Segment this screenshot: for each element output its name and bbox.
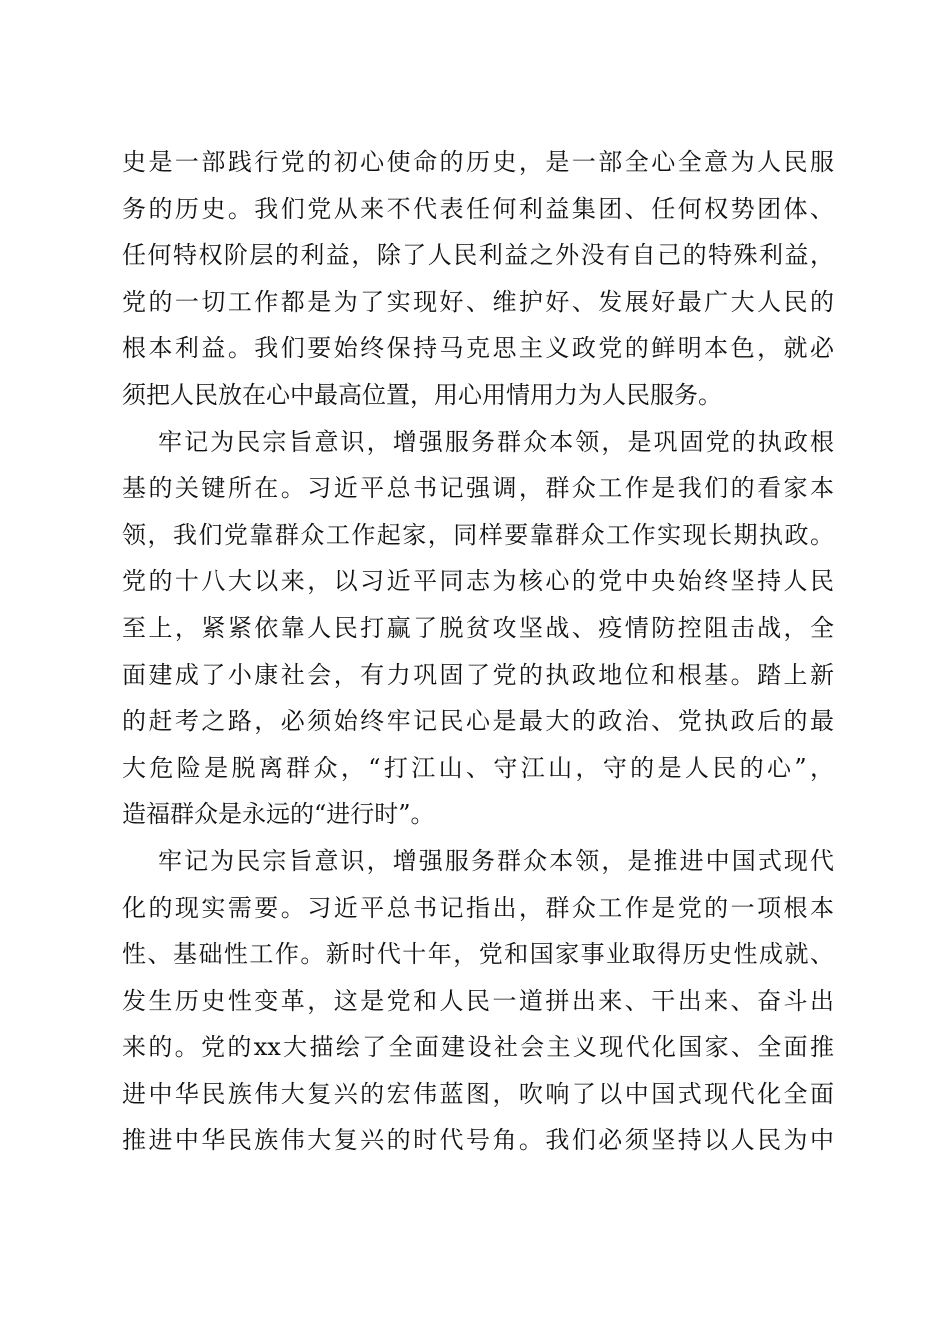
text-line: 化的现实需要。习近平总书记指出，群众工作是党的一项根本: [122, 893, 834, 922]
paragraph-first-line: 牢记为民宗旨意识，增强服务群众本领，是推进中国式现代: [158, 846, 834, 875]
text-line: 面建成了小康社会，有力巩固了党的执政地位和根基。踏上新: [122, 660, 834, 689]
text-line: 基的关键所在。习近平总书记强调，群众工作是我们的看家本: [122, 474, 834, 503]
text-line: 大危险是脱离群众，“打江山、守江山，守的是人民的心”，: [122, 753, 834, 782]
text-line: 任何特权阶层的利益，除了人民利益之外没有自己的特殊利益，: [122, 241, 834, 270]
text-line: 史是一部践行党的初心使命的历史，是一部全心全意为人民服: [122, 148, 834, 176]
paragraph-first-line: 牢记为民宗旨意识，增强服务群众本领，是巩固党的执政根: [158, 427, 834, 456]
text-line: 的赶考之路，必须始终牢记民心是最大的政治、党执政后的最: [122, 707, 834, 736]
text-line: 党的一切工作都是为了实现好、维护好、发展好最广大人民的: [122, 287, 834, 316]
text-line: 来的。党的xx大描绘了全面建设社会主义现代化国家、全面推: [122, 1033, 834, 1062]
text-line: 造福群众是永远的“进行时”。: [122, 800, 435, 829]
text-line: 务的历史。我们党从来不代表任何利益集团、任何权势团体、: [122, 194, 834, 223]
text-line: 发生历史性变革，这是党和人民一道拼出来、干出来、奋斗出: [122, 986, 834, 1015]
text-line: 领，我们党靠群众工作起家，同样要靠群众工作实现长期执政。: [122, 520, 834, 549]
text-line: 至上，紧紧依靠人民打赢了脱贫攻坚战、疫情防控阻击战，全: [122, 613, 834, 642]
text-line: 性、基础性工作。新时代十年，党和国家事业取得历史性成就、: [122, 940, 834, 969]
text-line: 进中华民族伟大复兴的宏伟蓝图，吹响了以中国式现代化全面: [122, 1079, 834, 1108]
text-line: 根本利益。我们要始终保持马克思主义政党的鲜明本色，就必: [122, 334, 834, 363]
text-line: 推进中华民族伟大复兴的时代号角。我们必须坚持以人民为中: [122, 1126, 834, 1155]
text-line: 须把人民放在心中最高位置，用心用情用力为人民服务。: [122, 380, 722, 409]
text-line: 党的十八大以来，以习近平同志为核心的党中央始终坚持人民: [122, 567, 834, 596]
body-text: [122, 139, 834, 1164]
